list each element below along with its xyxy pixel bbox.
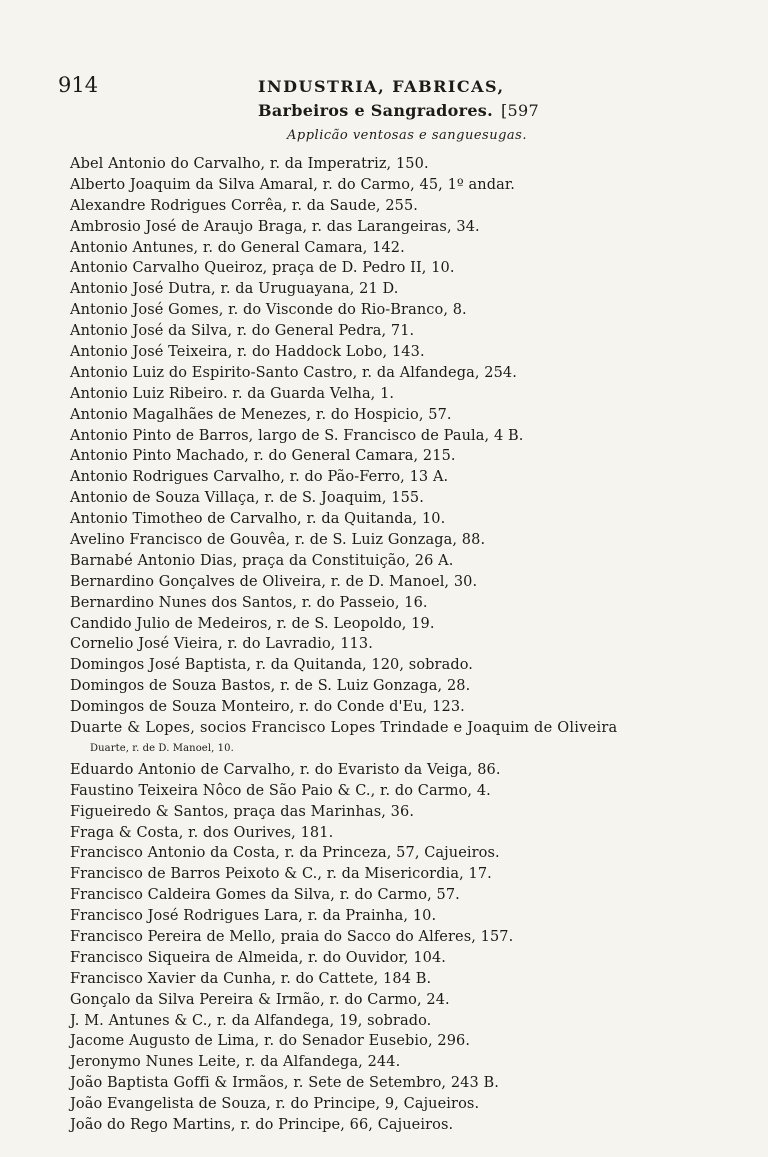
directory-entry: Faustino Teixeira Nôco de São Paio & C., r. do Carmo, 4. [70, 782, 491, 799]
directory-entry: Antonio Luiz Ribeiro. r. da Guarda Velha, 1. [70, 385, 395, 402]
directory-entry: Gonçalo da Silva Pereira & Irmão, r. do Carmo, 24. [70, 991, 450, 1008]
directory-entry: Antonio José da Silva, r. do General Pedra, 71. [70, 323, 415, 340]
section-title [258, 101, 539, 120]
running-head: INDUSTRIA, FABRICAS, [258, 77, 505, 96]
directory-entry: Francisco Caldeira Gomes da Silva, r. do Carmo, 57. [70, 887, 460, 904]
directory-entry: Barnabé Antonio Dias, praça da Constituição, 26 A. [70, 552, 454, 569]
directory-entry: Antonio de Souza Villaça, r. de S. Joaquim, 155. [70, 490, 424, 507]
directory-entry: Cornelio José Vieira, r. do Lavradio, 113. [70, 636, 373, 653]
directory-entry: Francisco Xavier da Cunha, r. do Cattete, 184 B. [70, 970, 432, 987]
directory-entry: Antonio Luiz do Espirito-Santo Castro, r. da Alfandega, 254. [70, 364, 517, 381]
directory-entry: Avelino Francisco de Gouvêa, r. de S. Luiz Gonzaga, 88. [70, 532, 486, 549]
directory-entry: Antonio Timotheo de Carvalho, r. da Quitanda, 10. [70, 511, 446, 528]
page-number: 914 [58, 73, 99, 97]
directory-entry: Francisco Pereira de Mello, praia do Sacco do Alferes, 157. [70, 928, 514, 945]
directory-entry: Antonio Antunes, r. do General Camara, 142. [70, 239, 405, 256]
directory-entry: Antonio Pinto de Barros, largo de S. Francisco de Paula, 4 B. [70, 427, 524, 444]
directory-entry: Duarte & Lopes, socios Francisco Lopes Trindade e Joaquim de Oliveira [70, 720, 618, 737]
directory-entry: João Evangelista de Souza, r. do Principe, 9, Cajueiros. [70, 1096, 480, 1113]
directory-entry: João do Rego Martins, r. do Principe, 66, Cajueiros. [70, 1116, 454, 1133]
directory-entry: Francisco José Rodrigues Lara, r. da Prainha, 10. [70, 908, 437, 925]
directory-entry: Antonio José Dutra, r. da Uruguayana, 21 D. [70, 281, 399, 298]
directory-entry: Antonio Pinto Machado, r. do General Camara, 215. [70, 448, 456, 465]
directory-entry: Alexandre Rodrigues Corrêa, r. da Saude, 255. [70, 197, 419, 214]
directory-entry: Domingos José Baptista, r. da Quitanda, 120, sobrado. [70, 657, 473, 674]
directory-entry: Domingos de Souza Bastos, r. de S. Luiz Gonzaga, 28. [70, 678, 471, 695]
directory-entry: Francisco Siqueira de Almeida, r. do Ouvidor, 104. [70, 949, 447, 966]
directory-entry: Fraga & Costa, r. dos Ourives, 181. [70, 824, 334, 841]
directory-entry: Antonio Rodrigues Carvalho, r. do Pão-Ferro, 13 A. [70, 469, 449, 486]
directory-entry: J. M. Antunes & C., r. da Alfandega, 19, sobrado. [70, 1012, 432, 1029]
section-number: [597 [500, 101, 539, 120]
directory-entry: Abel Antonio do Carvalho, r. da Imperatriz, 150. [70, 156, 429, 172]
directory-entry: Figueiredo & Santos, praça das Marinhas, 36. [70, 803, 415, 820]
directory-entry: Jacome Augusto de Lima, r. do Senador Eusebio, 296. [70, 1033, 471, 1050]
directory-entry: Francisco de Barros Peixoto & C., r. da Misericordia, 17. [70, 866, 492, 883]
directory-entry: Alberto Joaquim da Silva Amaral, r. do Carmo, 45, 1º andar. [70, 176, 515, 193]
directory-entry: Domingos de Souza Monteiro, r. do Conde d'Eu, 123. [70, 699, 465, 716]
directory-entry: Bernardino Gonçalves de Oliveira, r. de D. Manoel, 30. [70, 573, 478, 590]
section-title-text: Barbeiros e Sangradores. [258, 101, 493, 120]
directory-list [70, 154, 760, 1136]
directory-entry-continuation: Duarte, r. de D. Manoel, 10. [90, 742, 234, 754]
directory-entry: Jeronymo Nunes Leite, r. da Alfandega, 244. [70, 1054, 401, 1071]
section-subtitle: Applicão ventosas e sanguesugas. [287, 128, 527, 143]
directory-entry: Antonio Carvalho Queiroz, praça de D. Pedro II, 10. [70, 260, 455, 277]
directory-entry: Antonio José Gomes, r. do Visconde do Rio-Branco, 8. [70, 302, 467, 319]
directory-entry: Ambrosio José de Araujo Braga, r. das Larangeiras, 34. [70, 218, 480, 235]
directory-entry: Bernardino Nunes dos Santos, r. do Passeio, 16. [70, 594, 428, 611]
directory-entry: Antonio José Teixeira, r. do Haddock Lobo, 143. [70, 344, 425, 361]
directory-entry: Candido Julio de Medeiros, r. de S. Leopoldo, 19. [70, 615, 435, 632]
directory-entry: João Baptista Goffi & Irmãos, r. Sete de Setembro, 243 B. [70, 1075, 499, 1092]
directory-entry: Eduardo Antonio de Carvalho, r. do Evaristo da Veiga, 86. [70, 761, 501, 778]
directory-entry: Francisco Antonio da Costa, r. da Princeza, 57, Cajueiros. [70, 845, 500, 862]
directory-entry: Antonio Magalhães de Menezes, r. do Hospicio, 57. [70, 406, 452, 423]
